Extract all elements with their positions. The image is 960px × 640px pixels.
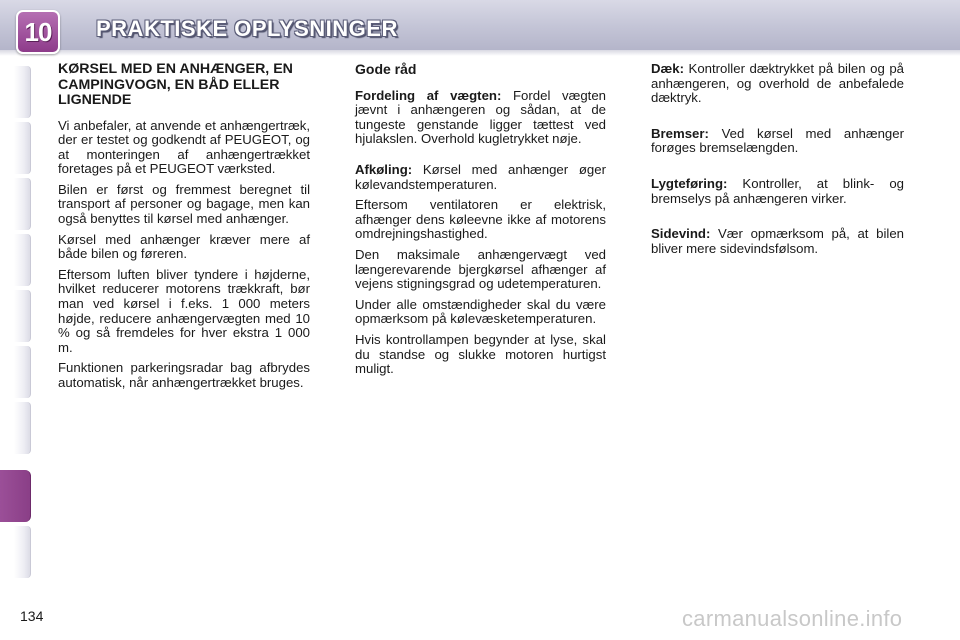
chapter-tab[interactable]: [14, 290, 31, 342]
brakes-text: Ved kørsel med anhænger forøges bremselængden.: [651, 125, 904, 156]
chapter-badge: 10: [16, 10, 60, 54]
crosswind-text: Vær opmærksom på, at bilen bliver mere sidevindsfølsom.: [651, 226, 904, 256]
tyres-label: Dæk:: [651, 61, 684, 76]
watermark: carmanualsonline.info: [682, 606, 903, 631]
paragraph-crosswind: [651, 227, 904, 256]
column-advice: [355, 62, 606, 383]
paragraph: Vi anbefaler, at anvende et anhængertræk, der er testet og godkendt af PEUGEOT, og at monteringen af anhængertrækket foretages på et PEUGEOT værksted.: [58, 117, 310, 177]
column-trailer-intro: [58, 62, 310, 397]
paragraph: Eftersom ventilatoren er elektrisk, afhænger dens køleevne ikke af motorens omdrejningshastighed.: [355, 197, 606, 242]
chapter-tab[interactable]: [14, 346, 31, 398]
paragraph: Bilen er først og fremmest beregnet til transport af personer og bagage, men kan også benyttes til kørsel med anhænger.: [58, 181, 310, 227]
column-checks: [651, 62, 904, 262]
paragraph: Funktionen parkeringsradar bag afbrydes automatisk, når anhængertrækket bruges.: [58, 360, 310, 390]
tyres-text: Kontroller dæktrykket på bilen og på anhængeren, og overhold de anbefalede dæktryk.: [651, 61, 904, 106]
lights-label: Lygteføring:: [651, 175, 728, 191]
header-shadow: [0, 50, 960, 56]
chapter-tab-strip: [0, 60, 34, 580]
section-heading: KØRSEL MED EN ANHÆNGER, EN CAMPINGVOGN, EN BÅD ELLER LIGNENDE: [58, 61, 293, 108]
paragraph: Under alle omstændigheder skal du være opmærksom på kølevæsketemperaturen.: [355, 296, 606, 327]
brakes-label: Bremser:: [651, 125, 709, 141]
chapter-tab[interactable]: [14, 526, 31, 578]
weight-label: Fordeling af vægten:: [355, 87, 502, 103]
crosswind-label: Sidevind:: [651, 226, 711, 242]
cooling-label: Afkøling:: [355, 161, 413, 177]
chapter-tab[interactable]: [14, 234, 31, 286]
sub-heading: Gode råd: [355, 61, 417, 77]
page-number: 134: [20, 608, 44, 624]
chapter-tab[interactable]: [14, 402, 31, 454]
paragraph-lights: [651, 177, 904, 206]
chapter-tab[interactable]: [14, 66, 31, 118]
paragraph: Den maksimale anhængervægt ved længerevarende bjergkørsel afhænger af vejens stigningsgrad og udetemperaturen.: [355, 246, 606, 292]
chapter-tab[interactable]: [14, 122, 31, 174]
chapter-tab[interactable]: [14, 178, 31, 230]
paragraph-cooling: [355, 163, 606, 192]
paragraph-weight: [355, 89, 606, 147]
paragraph-tyres: [651, 62, 904, 106]
paragraph: Hvis kontrollampen begynder at lyse, skal du standse og slukke motoren hurtigst muligt.: [355, 331, 606, 377]
chapter-tab-active[interactable]: [0, 470, 31, 522]
paragraph: Kørsel med anhænger kræver mere af både bilen og føreren.: [58, 231, 310, 262]
page-title: PRAKTISKE OPLYSNINGER: [96, 16, 398, 41]
lights-text: Kontroller, at blink- og bremselys på anhængeren virker.: [651, 175, 904, 206]
paragraph: Eftersom luften bliver tyndere i højderne, hvilket reducerer motorens trækkraft, bør man ved kørsel i f.eks. 1 000 meters højde, reducere anhængervægten med 10 % og så fremdeles for hver ekstra 1 000 m.: [58, 266, 310, 355]
paragraph-brakes: [651, 127, 904, 156]
weight-text: Fordel vægten jævnt i anhængeren og sådan, at de tungeste genstande ligger tættest ved hjulakslen. Overhold kugletrykket nøje.: [355, 87, 606, 147]
cooling-text: Kørsel med anhænger øger kølevandstemperaturen.: [355, 161, 606, 192]
